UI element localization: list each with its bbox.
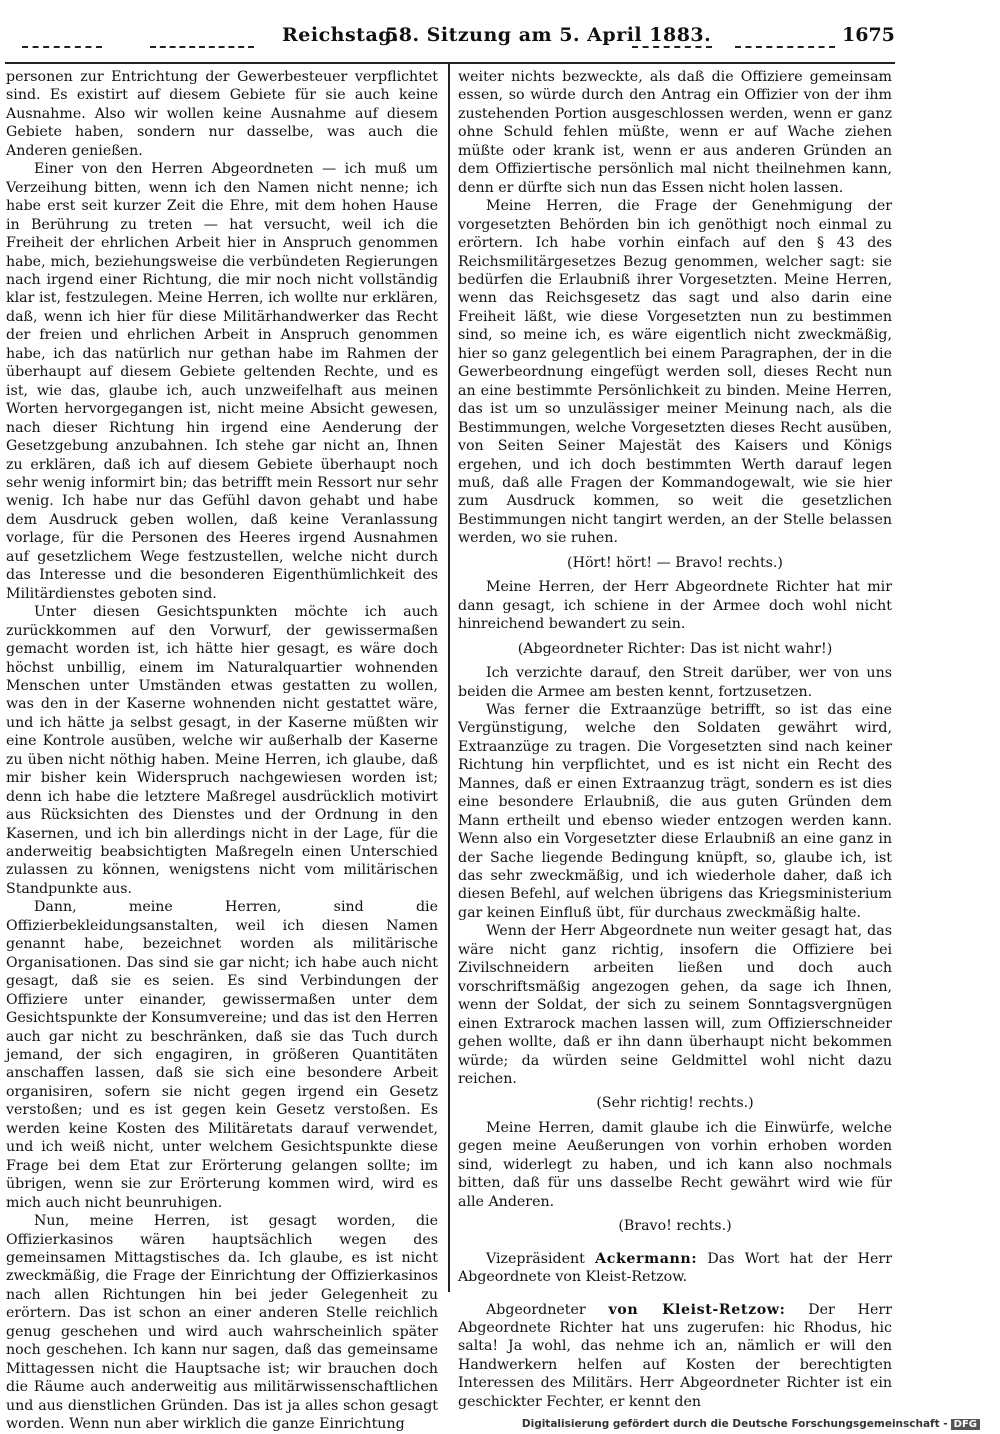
- speech-text: Der Herr Abgeordnete Richter hat uns zugerufen: hic Rhodus, hic salta! Ja wohl, das nehme ich an, nämlich er will den Handwerkern helfen auf Kosten der berechtigten Interessen des Militärs. Herr Abgeordneter Richter ist ein geschickter Fechter, er kennt den: [458, 1301, 892, 1410]
- paragraph: Unter diesen Gesichtspunkten möchte ich auch zurückkommen auf den Vorwurf, der gewissermaßen gemacht worden ist, ich hätte hier gesagt, es wäre doch höchst unbillig, einem im Naturalquartier wohnenden Menschen unter Umständen etwas gestatten zu wollen, was den in der Kaserne wohnenden nicht gestattet wäre, und ich hätte ja selbst gesagt, in der Kaserne müßten wir eine Kontrole ausüben, welche wir außerhalb der Kaserne zu üben nicht nöthig haben. Meine Herren, ich glaube, daß mir bisher kein Widerspruch nachgewiesen worden ist; denn ich habe die letztere Maßregel ausdrücklich motivirt aus Rücksichten des Dienstes und der Ordnung in den Kasernen, und ich bin allerdings nicht in der Lage, für die anderweitig beabsichtigten Maßregeln einen Unterschied zulassen zu können, wenigstens nicht vom militärischen Standpunkte aus.: [6, 604, 438, 897]
- header-rule: [5, 62, 895, 64]
- interjection: (Bravo! rechts.): [618, 1218, 732, 1235]
- interjection: (Sehr richtig! rechts.): [596, 1095, 754, 1112]
- speaker-name: Ackermann:: [595, 1250, 698, 1267]
- footer-text: Digitalisierung gefördert durch die Deutsche Forschungsgemeinschaft -: [521, 1418, 948, 1430]
- right-column: [458, 68, 892, 1411]
- interjection: (Abgeordneter Richter: Das ist nicht wahr!): [517, 640, 833, 657]
- header-dash-right-1: [632, 46, 712, 48]
- paragraph: Was ferner die Extraanzüge betrifft, so ist das eine Vergünstigung, welche den Soldaten gewährt wird, Extraanzüge zu tragen. Die Vorgesetzten sind nach keiner Richtung hin verpflichtet, und es ist nicht ein Recht des Mannes, daß er einen Extraanzug trägt, sondern es ist dies eine besondere Erlaubniß, die aus guten Gründen dem Mann ertheilt und ebenso wieder entzogen werden kann. Wenn also ein Vorgesetzter diese Erlaubniß an eine ganz in der Sache liegende Bedingung knüpft, so, glaube ich, ist das sehr zweckmäßig, und ich wiederhole daher, daß ich diesen Befehl, auf welchen übrigens das Kriegsministerium gar keinen Einfluß übt, für durchaus zweckmäßig halte.: [458, 701, 892, 921]
- paragraph: personen zur Entrichtung der Gewerbesteuer verpflichtet sind. Es existirt auf diesem Gebiete für sie auch keine Ausnahme. Also wir wollen keine Ausnahme auf diesem Gebiete haben, sondern nur dasselbe, was auch die Anderen genießen.: [6, 69, 438, 159]
- paragraph: Meine Herren, damit glaube ich die Einwürfe, welche gegen meine Aeußerungen von vorhin erhoben worden sind, widerlegt zu haben, und ich kann also nochmals bitten, daß für uns dasselbe Recht gewährt wird wie für alle Anderen.: [458, 1119, 892, 1210]
- paragraph: Wenn der Herr Abgeordnete nun weiter gesagt hat, das wäre nicht ganz richtig, insofern die Offiziere bei Zivilschneidern arbeiten ließen und doch auch vorschriftsmäßig angezogen gehen, da sage ich Ihnen, wenn der Soldat, der sich zu seinem Sonntagsvergnügen einen Extrarock machen lassen will, zum Offizierschneider gehen wollte, daß er ihn dann überhaupt nicht bekommen würde; da würden seine Geldmittel wohl nicht dazu reichen.: [458, 923, 892, 1088]
- interjection: (Hört! hört! — Bravo! rechts.): [567, 554, 783, 571]
- header-title: Reichstag.: [282, 24, 400, 46]
- paragraph: Nun, meine Herren, ist gesagt worden, die Offizierkasinos wären hauptsächlich wegen des gemeinsamen Mittagstisches da. Ich glaube, es ist nicht zweckmäßig, die Frage der Einrichtung der Offizierkasinos nach allen Richtungen hin bei jeder Gelegenheit zu erörtern. Das ist schon an einer anderen Stelle reichlich genug geschehen und wird auch wahrscheinlich später noch geschehen. Ich kann nur sagen, daß das gemeinsame Mittagessen nicht die Hauptsache ist; wir brauchen doch die Räume auch anderweitig aus militärwissenschaftlichen und aus dienstlichen Gründen. Das ist ja alles schon gesagt worden. Wenn nun aber wirklich die ganze Einrichtung: [6, 1213, 438, 1433]
- speaker-paragraph: [458, 1301, 892, 1412]
- header-dash-right-2: [735, 46, 835, 48]
- digitization-footer: [522, 1418, 980, 1430]
- speaker-role: Vizepräsident: [486, 1250, 585, 1267]
- header-dash-left-1: [22, 46, 102, 48]
- speaker-name: von Kleist-Retzow:: [608, 1301, 786, 1318]
- column-divider: [448, 64, 450, 1292]
- header-dash-left-2: [150, 46, 254, 48]
- paragraph: Ich verzichte darauf, den Streit darüber, wer von uns beiden die Armee am besten kennt, fortzusetzen.: [458, 665, 892, 700]
- paragraph: Einer von den Herren Abgeordneten — ich muß um Verzeihung bitten, wenn ich den Namen nicht nenne; ich habe erst seit kurzer Zeit die Ehre, mit dem hohen Hause in Berührung zu treten — hat versucht, weil ich die Freiheit der ehrlichen Arbeit hier in Anspruch genommen habe, mich, beziehungsweise die verbündeten Regierungen nach irgend einer Richtung, die mir noch nicht vollständig klar ist, festzulegen. Meine Herren, ich wollte nur erklären, daß, wenn ich hier für diese Militärhandwerker das Recht der freien und ehrlichen Arbeit in Anspruch genommen habe, ich das natürlich nur gethan habe im Rahmen der überhaupt auf diesem Gebiete geltenden Rechte, und es ist, wie das, glaube ich, auch unzweifelhaft aus meinen Worten hervorgegangen ist, nicht meine Absicht gewesen, nach dieser Richtung hin irgend eine Aenderung der Gesetzgebung anzubahnen. Ich stehe gar nicht an, Ihnen zu erklären, daß ich auf diesem Gebiete überhaupt noch sehr wenig informirt bin; das betrifft mein Ressort nur sehr wenig. Ich habe nur das Gefühl davon gehabt und habe dem Ausdruck geben wollen, daß keine Veranlassung vorlage, für die Personen des Heeres irgend Ausnahmen auf gesetzlichem Wege festzustellen, welche nicht durch das Interesse und die besonderen Eigenthümlichkeit des Militärdienstes geboten sind.: [6, 161, 438, 602]
- speaker-paragraph: [458, 1250, 892, 1287]
- paragraph: weiter nichts bezweckte, als daß die Offiziere gemeinsam essen, so würde durch den Antrag ein Offizier von der ihm zustehenden Portion ausgeschlossen werden, wenn er ganz ohne Schuld fehlen müßte, wenn er auf Wache ziehen müßte oder krank ist, wenn er aus anderen Gründen an dem Offiziertische persönlich mal nicht theilnehmen kann, denn er dürfte sich nun das Essen nicht holen lassen.: [458, 69, 892, 196]
- paragraph: Meine Herren, der Herr Abgeordnete Richter hat mir dann gesagt, ich schiene in der Armee doch wohl nicht hinreichend bewandert zu sein.: [458, 579, 892, 633]
- paragraph: Meine Herren, die Frage der Genehmigung der vorgesetzten Behörden bin ich genöthigt noch einmal zu erörtern. Ich habe vorhin einfach auf den § 43 des Reichsmilitärgesetzes Bezug genommen, welcher sagt: sie bedürfen die Erlaubniß ihrer Vorgesetzten. Meine Herren, wenn das Reichsgesetz das sagt und also darin eine Freiheit läßt, wie diese Vorgesetzten nun zu bestimmen sind, so meine ich, es wäre eigentlich nicht zweckmäßig, hier so ganz gelegentlich bei einem Paragraphen, der in die Gewerbeordnung eingefügt werden soll, dieses Recht nun an eine bestimmte Persönlichkeit zu binden. Meine Herren, das ist um so unzulässiger meiner Meinung nach, als die Bestimmungen, welche Vorgesetzten dieses Recht ausüben, von Seiten Seiner Majestät des Kaisers und Königs ergehen, und ich doch bestimmten Werth darauf legen muß, daß alle Fragen der Kommandogewalt, wie sie hier zum Ausdruck kommen, so weit die gesetzlichen Bestimmungen nicht tangirt werden, an der Stelle belassen werden, wo sie ruhen.: [458, 198, 892, 547]
- page-header: [0, 22, 1000, 52]
- header-session: 58. Sitzung am 5. April 1883.: [385, 24, 712, 46]
- left-column: [6, 68, 438, 1434]
- dfg-logo: DFG: [951, 1419, 980, 1430]
- speaker-role: Abgeordneter: [486, 1301, 586, 1318]
- page-number: 1675: [842, 24, 895, 46]
- speech-text: Das Wort hat der Herr Abgeordnete von Kleist-Retzow.: [458, 1250, 892, 1286]
- paragraph: Dann, meine Herren, sind die Offizierbekleidungsanstalten, weil ich diesen Namen genannt habe, bezeichnet worden als militärische Organisationen. Das sind sie gar nicht; ich habe auch nicht gesagt, daß sie es seien. Es sind Verbindungen der Offiziere unter einander, gewissermaßen unter dem Gesichtspunkte der Konsumvereine; und das ist den Herren auch gar nicht zu beschränken, daß sie das Tuch durch jemand, der sich engagiren, in größeren Quantitäten anschaffen lassen, daß sie sich eine besondere Arbeit organisiren, sofern sie nicht gegen irgend ein Gesetz verstoßen; und es ist gegen kein Gesetz verstoßen. Es werden keine Kosten des Militäretats darauf verwendet, und ich weiß nicht, unter welchem Gesichtspunkte diese Frage bei dem Etat zur Erörterung gelangen sollte; im übrigen, wenn sie zur Erörterung kommen wird, wird es mich auch nicht beunruhigen.: [6, 899, 438, 1211]
